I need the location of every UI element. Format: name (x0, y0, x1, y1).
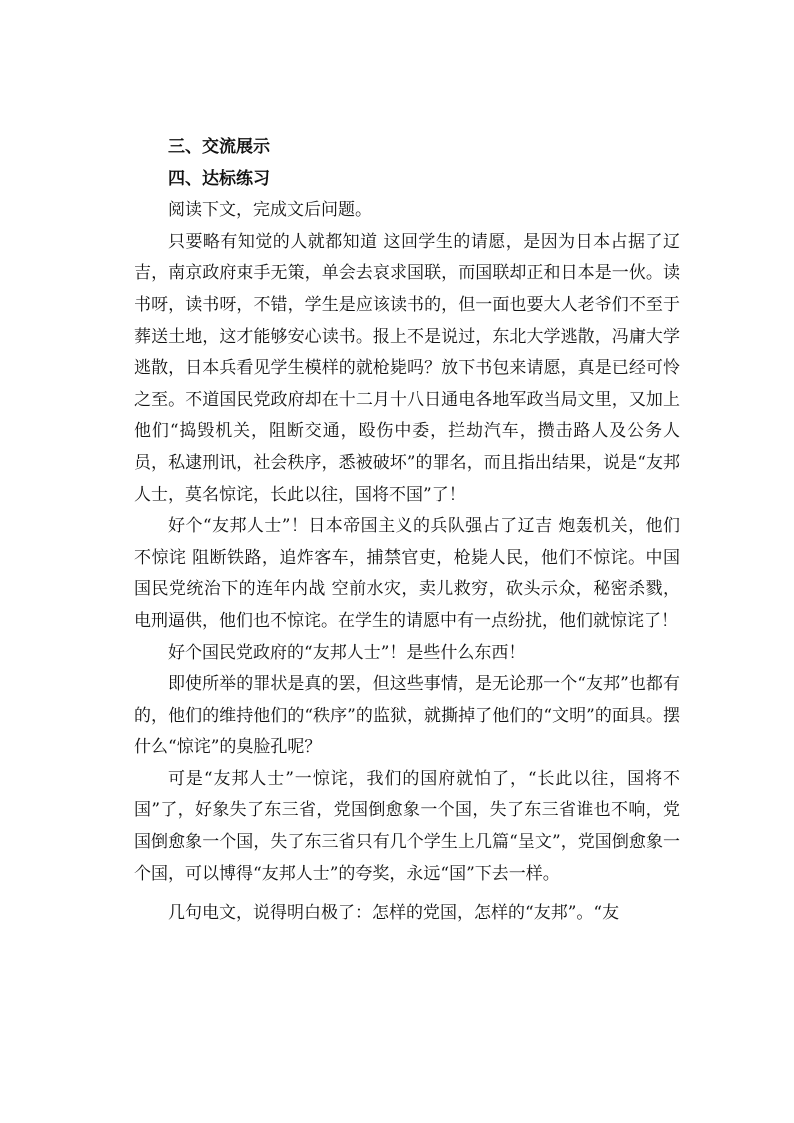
section-heading-practice: 四、达标练习 (168, 168, 270, 189)
paragraph-1: 只要略有知觉的人就都知道 这回学生的请愿，是因为日本占据了辽吉，南京政府束手无策，单会去哀求国联，而国联却正和日本是一伙。读书呀，读书呀，不错，学生是应该读书的，但一面也要大人老爷们不至于葬送土地，这才能够安心读书。报上不是说过，东北大学逃散，冯庸大学逃散，日本兵看见学生模样的就枪毙吗？放下书包来请愿，真是已经可怜之至。不道国民党政府却在十二月十八日通电各地军政当局文里，又加上他们“捣毁机关，阻断交通，殴伤中委，拦劫汽车，攒击路人及公务人员，私逮刑讯，社会秩序，悉被破坏”的罪名，而且指出结果，说是“友邦人士，莫名惊诧，长此以往，国将不国”了！ (134, 231, 680, 505)
paragraph-6: 几句电文，说得明白极了：怎样的党国，怎样的“友邦”。“友 (168, 903, 620, 924)
paragraph-4: 即使所举的罪状是真的罢，但这些事情，是无论那一个“友邦”也都有的，他们的维持他们的“秩序”的监狱，就撕掉了他们的“文明”的面具。摆什么“惊诧”的臭脸孔呢？ (134, 674, 680, 758)
document-body (134, 132, 680, 930)
section-heading-exchange: 三、交流展示 (168, 137, 270, 157)
reading-instruction: 阅读下文，完成文后问题。 (168, 200, 372, 221)
paragraph-3: 好个国民党政府的“友邦人士”！是些什么东西！ (168, 642, 526, 663)
paragraph-2: 好个“友邦人士”！日本帝国主义的兵队强占了辽吉 炮轰机关，他们不惊诧 阻断铁路，追炸客车，捕禁官吏，枪毙人民，他们不惊诧。中国国民党统治下的连年内战 空前水灾，卖儿救穷，砍头示众，秘密杀戮，电刑逼供，他们也不惊诧。在学生的请愿中有一点纷扰，他们就惊诧了！ (134, 516, 680, 631)
paragraph-5: 可是“友邦人士”一惊诧，我们的国府就怕了，“长此以往，国将不国”了，好象失了东三省，党国倒愈象一个国，失了东三省谁也不响，党国倒愈象一个国，失了东三省只有几个学生上几篇“呈文”，党国倒愈象一个国，可以博得“友邦人士”的夸奖，永远“国”下去一样。 (134, 768, 680, 884)
